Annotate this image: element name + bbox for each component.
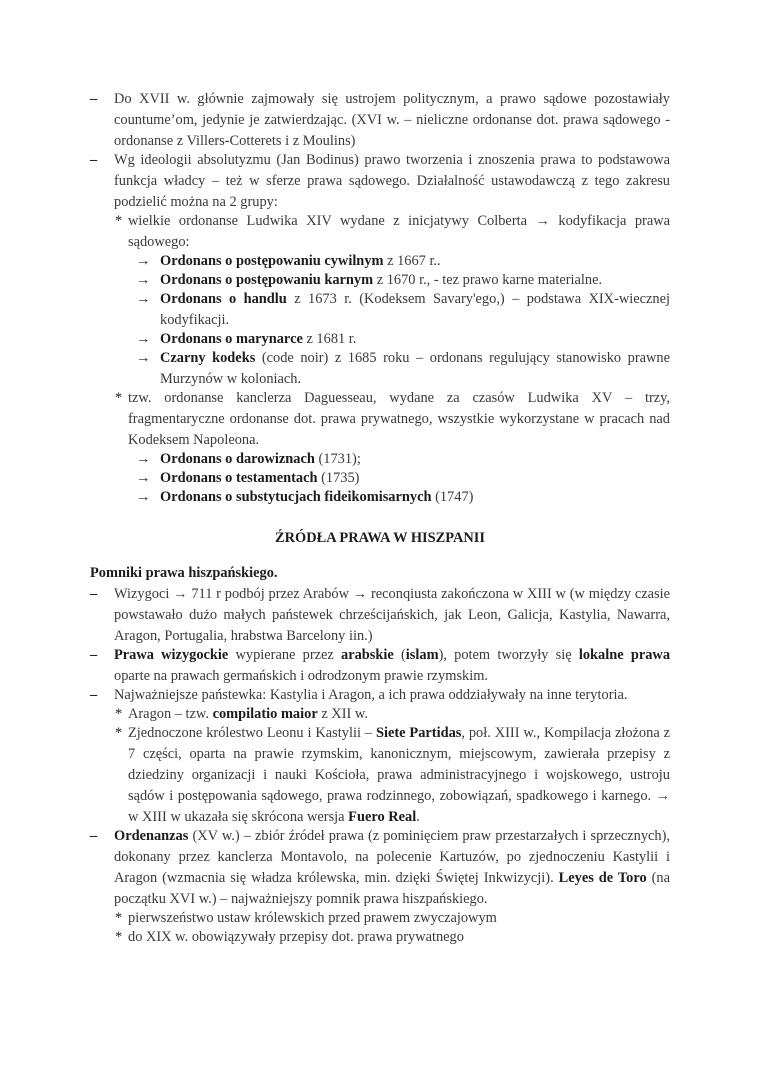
dash-bullet-icon: – [90, 91, 98, 107]
arrow-list-item [90, 348, 670, 390]
bold-text: arabskie [341, 647, 394, 663]
text: z 1673 r. (Kodeksem Savary'ego,) – podstawa XIX-wiecznej kodyfikacji. [160, 291, 670, 328]
text: Pomniki prawa hiszpańskiego. [90, 565, 278, 581]
text: z 1667 r.. [383, 253, 441, 269]
star-list-item [90, 908, 670, 929]
arrow-bullet-icon: → [136, 331, 151, 347]
text: (XV w.) – zbiór źródeł prawa (z pominięciem praw przestarzałych i sprzecznych), dokonany przez kanclerza Montavolo, na polecenie Kartuzów, po zjednoczeniu Kastylii i Aragon (wzmacnia się władza królewska, min. dzięki Świętej Inkwizycji). [114, 828, 670, 886]
star-bullet-icon: * [115, 929, 123, 945]
text: oparte na prawach germańskich i odrodzonym prawie rzymskim. [114, 668, 489, 684]
arrow-bullet-icon: → [136, 291, 151, 307]
bold-text: compilatio maior [212, 706, 318, 722]
arrow-list-item [90, 468, 670, 489]
bold-text: Ordonans o postępowaniu karnym [160, 272, 374, 288]
dash-bullet-icon: – [90, 647, 98, 663]
bold-text: islam [405, 647, 439, 663]
text: Do XVII w. głównie zajmowały się ustrojem politycznym, a prawo sądowe pozostawiały countume’om, jedynie je zatwierdzając. (XVI w. – nieliczne ordonanse dot. prawa sądowego - ordonanse z Villers-Cotterets i z Moulins) [114, 91, 670, 149]
bold-text: Ordonans o postępowaniu cywilnym [160, 253, 384, 269]
star-bullet-icon: * [115, 706, 123, 722]
bold-text: Fuero Real [348, 809, 417, 825]
star-bullet-icon: * [115, 725, 123, 741]
arrow-list-item [90, 449, 670, 470]
text: wypierane przez [228, 647, 341, 663]
text: (code noir) z 1685 roku – ordonans regulujący stanowisko prawne Murzynów w koloniach. [160, 350, 670, 387]
document-page [90, 91, 670, 948]
dash-list-item [90, 89, 670, 152]
dash-bullet-icon: – [90, 152, 98, 168]
star-list-item [90, 388, 670, 451]
arrow-bullet-icon: → [136, 451, 151, 467]
text: wielkie ordonanse Ludwika XIV wydane z inicjatywy Colberta → kodyfikacja prawa sądowego: [128, 213, 670, 250]
dash-bullet-icon: – [90, 828, 98, 844]
bold-text: Czarny kodeks [160, 350, 256, 366]
star-list-item [90, 723, 670, 828]
section-heading [90, 528, 670, 549]
text: z 1670 r., - tez prawo karne materialne. [373, 272, 603, 288]
text: pierwszeństwo ustaw królewskich przed prawem zwyczajowym [128, 910, 497, 926]
bold-text: Siete Partidas [375, 725, 462, 741]
arrow-bullet-icon: → [136, 253, 151, 269]
text: z XII w. [317, 706, 368, 722]
arrow-bullet-icon: → [136, 489, 151, 505]
text: ( [393, 647, 406, 663]
arrow-list-item [90, 251, 670, 272]
text: (na początku XVI w.) – najważniejszy pomnik prawa hiszpańskiego. [114, 870, 670, 907]
bold-text: Ordonans o substytucjach fideikomisarnych [160, 489, 432, 505]
text: do XIX w. obowiązywały przepisy dot. prawa prywatnego [128, 929, 464, 945]
bold-text: lokalne prawa [578, 647, 671, 663]
text: (1735) [317, 470, 360, 486]
text: , poł. XIII w., Kompilacja złożona z 7 części, oparta na prawie rzymskim, kanonicznym, miejscowym, zawierała przepisy z dziedziny organizacji i nauki Kościoła, prawa administracyjnego i wojskowego, ustroju sądów i postępowania sądowego, prawa rodzinnego, zobowiązań, spadkowego i karnego. → w XIII w ukazała się skrócona wersja [128, 725, 670, 825]
dash-list-item [90, 150, 670, 213]
text: . [416, 809, 420, 825]
dash-list-item [90, 584, 670, 647]
bold-text: Ordenanzas [114, 828, 189, 844]
star-list-item [90, 211, 670, 253]
text: ), potem tworzyły się [438, 647, 579, 663]
bold-text: Ordonans o darowiznach [160, 451, 315, 467]
text: Wg ideologii absolutyzmu (Jan Bodinus) prawo tworzenia i znoszenia prawa to podstawowa funkcja władcy – też w sferze prawa sądowego. Działalność ustawodawczą z tego zakresu podzielić można na 2 grupy: [114, 152, 670, 210]
arrow-list-item [90, 289, 670, 331]
dash-bullet-icon: – [90, 586, 98, 602]
dash-list-item [90, 685, 670, 706]
text: z 1681 r. [302, 331, 357, 347]
star-bullet-icon: * [115, 213, 123, 229]
arrow-bullet-icon: → [136, 272, 151, 288]
dash-list-item [90, 826, 670, 910]
text: (1747) [431, 489, 474, 505]
arrow-bullet-icon: → [136, 470, 151, 486]
subsection-heading [90, 563, 670, 584]
text: Najważniejsze państewka: Kastylia i Aragon, a ich prawa oddziaływały na inne terytoria. [114, 687, 628, 703]
text: Aragon – tzw. [128, 706, 213, 722]
bold-text: Prawa wizygockie [114, 647, 229, 663]
arrow-bullet-icon: → [136, 350, 151, 366]
arrow-list-item [90, 487, 670, 508]
star-bullet-icon: * [115, 910, 123, 926]
arrow-list-item [90, 270, 670, 291]
bold-text: Ordonans o marynarce [160, 331, 303, 347]
bold-text: Ordonans o handlu [160, 291, 287, 307]
text: tzw. ordonanse kanclerza Daguesseau, wydane za czasów Ludwika XV – trzy, fragmentaryczne ordonanse dot. prawa prywatnego, wszystkie wykorzystane w pracach nad Kodeksem Napoleona. [128, 390, 670, 448]
text: ŹRÓDŁA PRAWA W HISZPANII [275, 530, 485, 546]
dash-bullet-icon: – [90, 687, 98, 703]
star-bullet-icon: * [115, 390, 123, 406]
bold-text: Leyes de Toro [558, 870, 647, 886]
text: (1731); [314, 451, 361, 467]
text: Wizygoci → 711 r podbój przez Arabów → reconqiusta zakończona w XIII w (w między czasie powstawało dużo małych państewek chrześcijańskich, jak Leon, Galicja, Kastylia, Nawarra, Aragon, Portugalia, hrabstwa Barcelony iin.) [114, 586, 670, 644]
star-list-item [90, 927, 670, 948]
dash-list-item [90, 645, 670, 687]
arrow-list-item [90, 329, 670, 350]
bold-text: Ordonans o testamentach [160, 470, 318, 486]
text: Zjednoczone królestwo Leonu i Kastylii – [128, 725, 376, 741]
star-list-item [90, 704, 670, 725]
